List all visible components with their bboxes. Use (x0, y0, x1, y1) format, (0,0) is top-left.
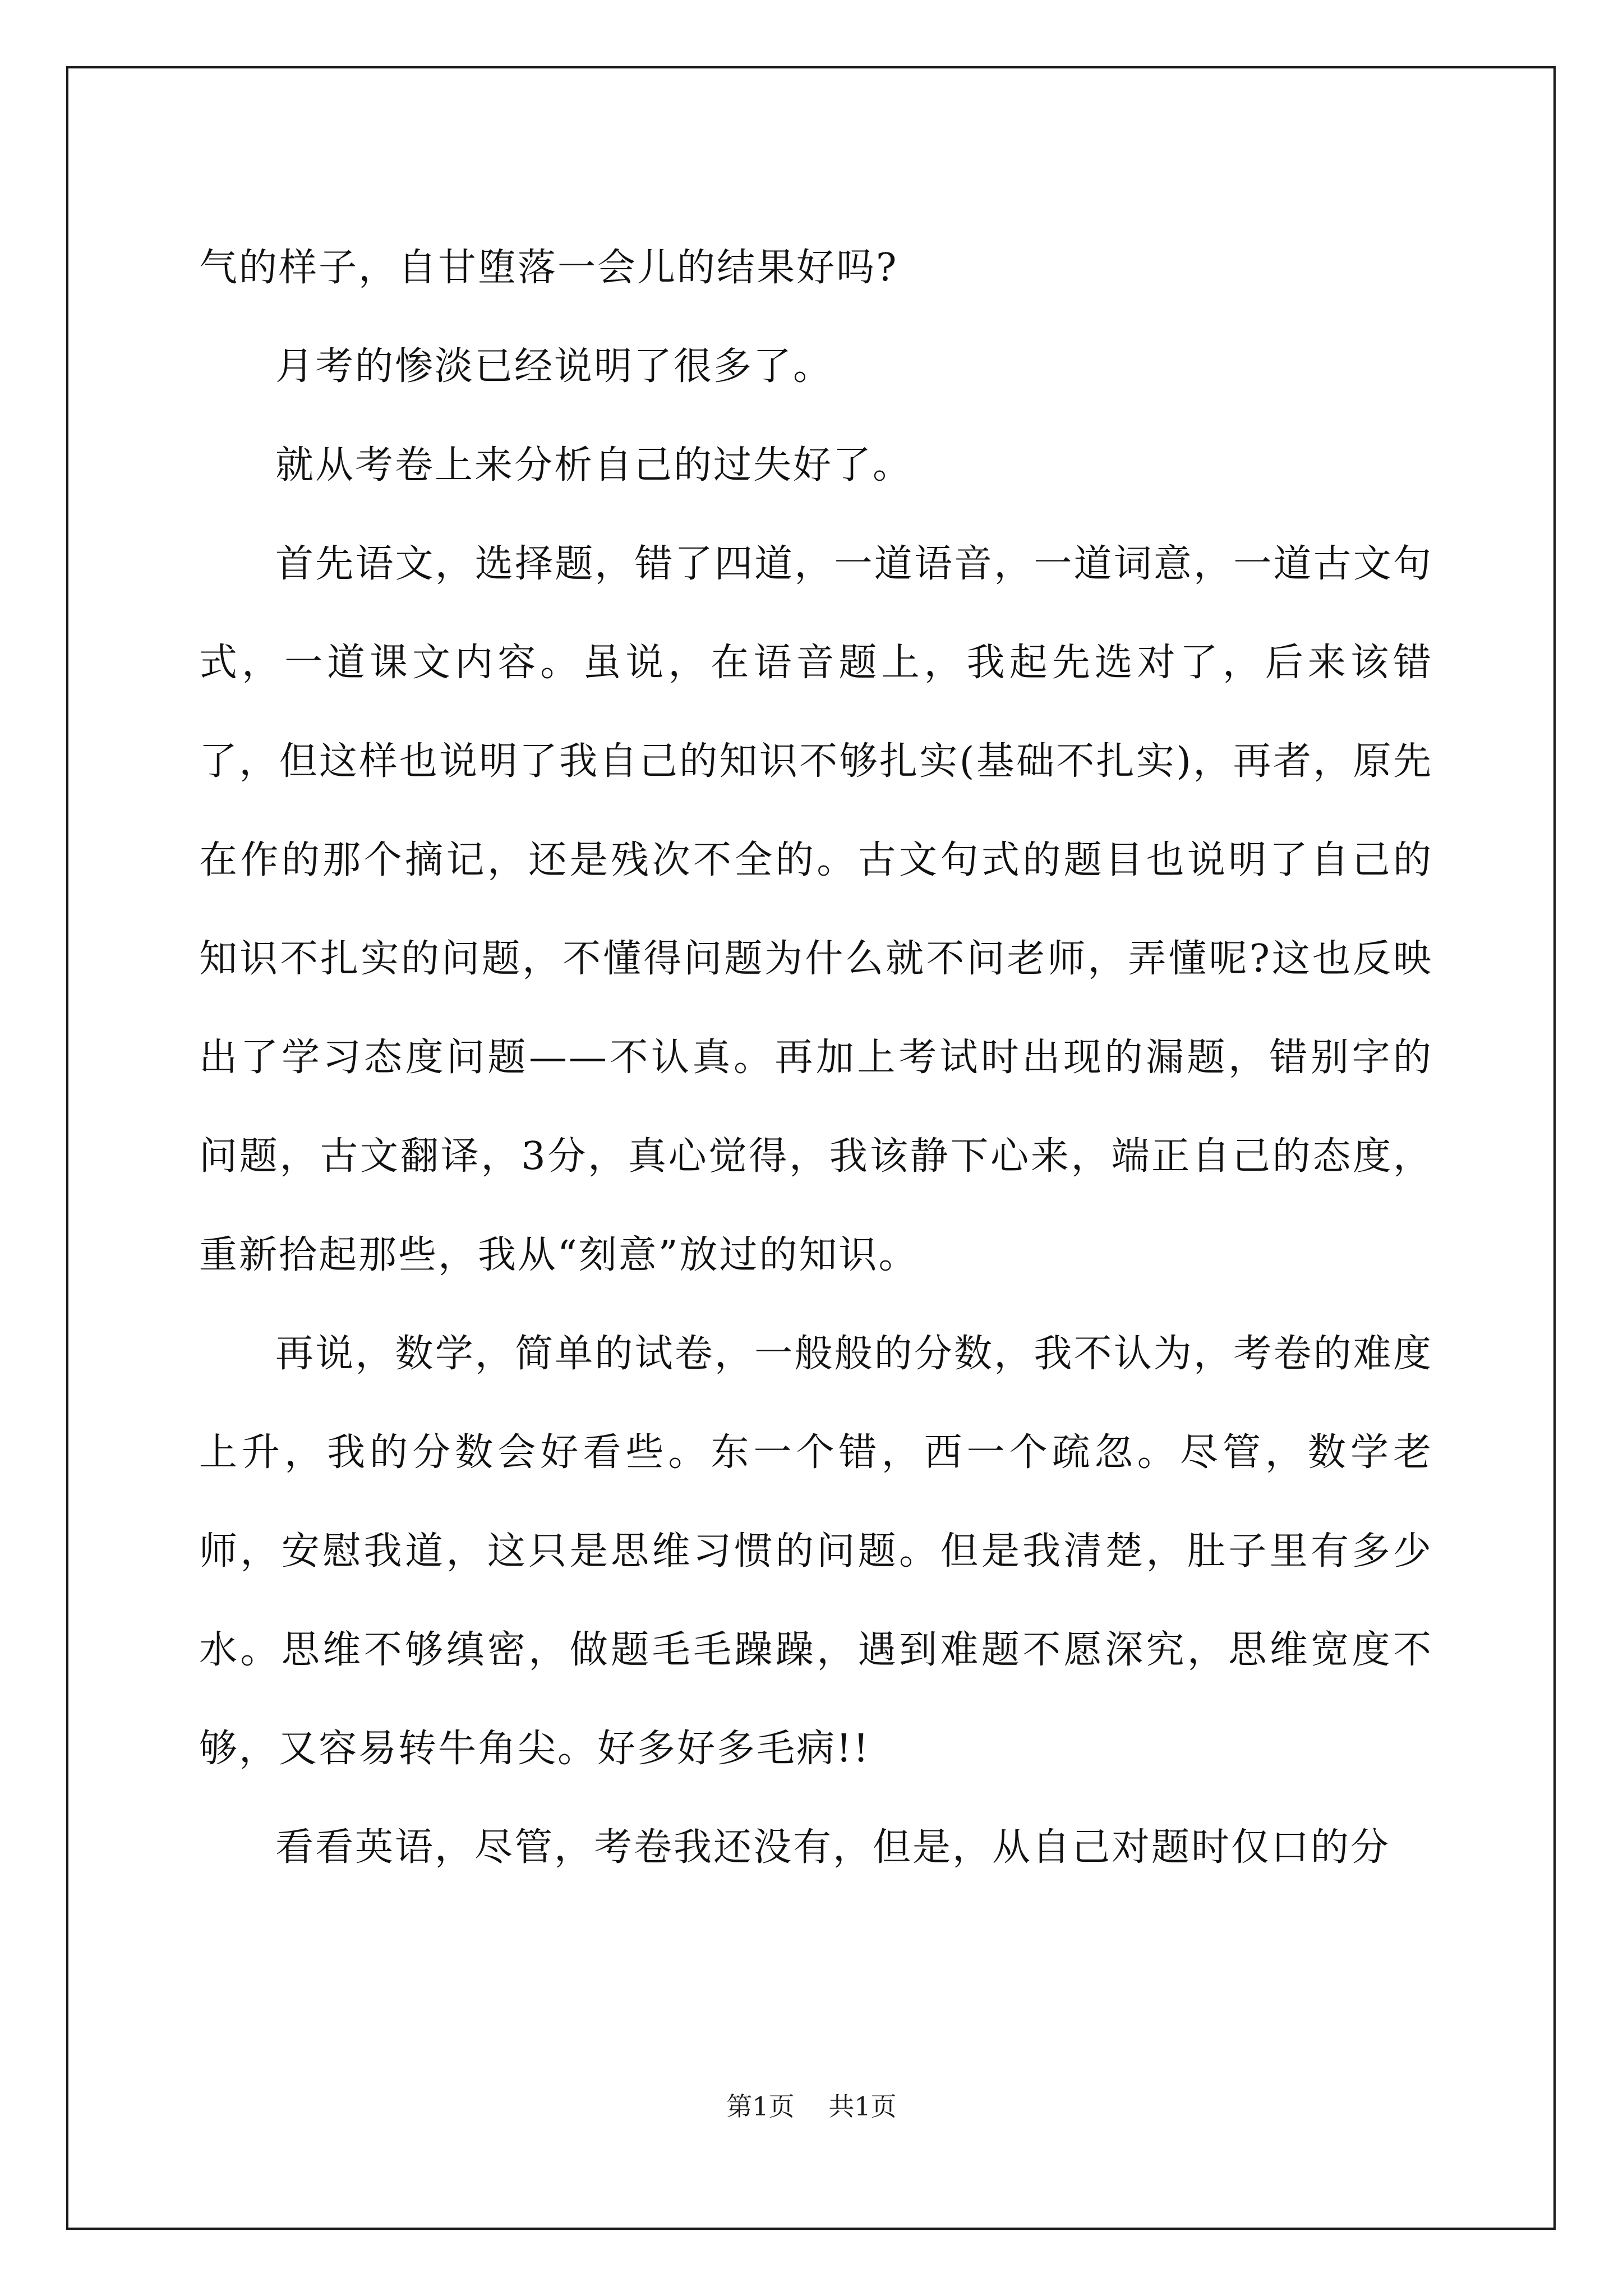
page-total: 共1页 (828, 2091, 897, 2122)
paragraph-4: 首先语文，选择题，错了四道，一道语音，一道词意，一道古文句式，一道课文内容。虽说，在语音题上，我起先选对了，后来该错了，但这样也说明了我自己的知识不够扎实(基础不扎实)，再者，原先在作的那个摘记，还是残次不全的。古文句式的题目也说明了自己的知识不扎实的问题，不懂得问题为什么就不问老师，弄懂呢?这也反映出了学习态度问题——不认真。再加上考试时出现的漏题，错别字的问题，古文翻译，3分，真心觉得，我该静下心来，端正自己的态度，重新拾起那些，我从“刻意”放过的知识。 (199, 542, 1433, 1277)
page-number: 第1页 (726, 2091, 795, 2122)
paragraph-1: 气的样子，自甘堕落一会儿的结果好吗? (199, 246, 898, 290)
page-footer (0, 2090, 1623, 2123)
paragraph-6: 看看英语，尽管，考卷我还没有，但是，从自己对题时仅口的分 (275, 1825, 1391, 1870)
paragraph-3: 就从考卷上来分析自己的过失好了。 (275, 443, 913, 487)
document-body (199, 219, 1433, 1897)
paragraph-2: 月考的惨淡已经说明了很多了。 (275, 344, 833, 389)
paragraph-5: 再说，数学，简单的试卷，一般般的分数，我不认为，考卷的难度上升，我的分数会好看些。东一个错，西一个疏忽。尽管，数学老师，安慰我道，这只是思维习惯的问题。但是我清楚，肚子里有多少水。思维不够缜密，做题毛毛躁躁，遇到难题不愿深究，思维宽度不够，又容易转牛角尖。好多好多毛病!! (199, 1332, 1433, 1771)
